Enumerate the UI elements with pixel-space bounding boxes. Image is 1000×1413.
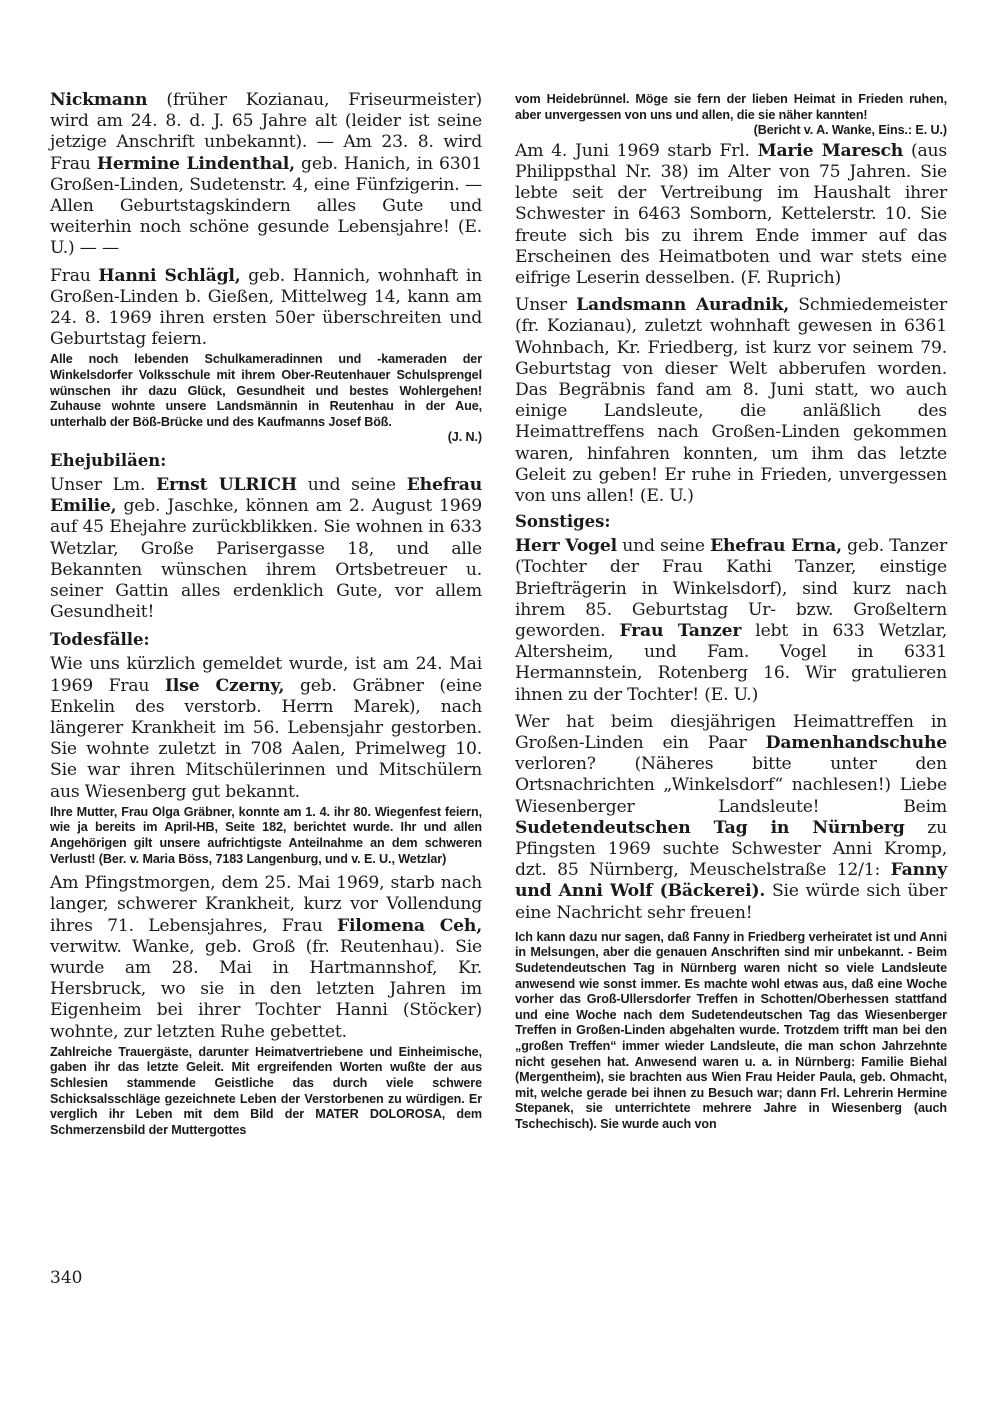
name-bold: Damenhandschuhe (765, 733, 947, 754)
paragraph-damenhandschuhe (515, 712, 947, 924)
text: und seine (296, 475, 407, 495)
text: geb. Tanzer (Tochter der Frau Kathi Tanzer, einstige Briefträgerin in Winkelsdorf), sind kurz nach ihrem 85. Geburtstag Ur- bzw. Großeltern geworden. (515, 536, 947, 642)
text: verloren? (Näheres bitte unter den Ortsnachrichten „Winkelsdorf“ nachlesen!) Liebe Wiesenberger Landsleute! Beim (515, 754, 947, 817)
name-bold: Hermine Lindenthal, (96, 153, 295, 174)
text: Sie würde sich über eine Nachricht sehr freuen! (515, 881, 947, 923)
text: Wer hat beim diesjährigen Heimattreffen in Großen-Linden ein Paar (515, 711, 947, 754)
signature-jn: (J. N.) (447, 430, 482, 445)
name-bold: Herr Vogel (515, 536, 617, 557)
text: Schmiedemeister (fr. Kozianau), zuletzt wohnhaft gewesen in 6361 Wohnbach, Kr. Friedberg, ist kurz vor seinem 79. Geburtstag von dieser Welt abberufen worden. Das Begräbnis fand am 8. Juni statt, wo auch einige Landsleute, die anläßlich des Heimattreffens nach Großen-Linden gekommen waren, hinfahren konnten, um ihm das letzte Geleit zu geben! Er ruhe in Frieden, unvergessen von uns allen! (E. U.) (515, 295, 947, 507)
paragraph-heidebruennel: vom Heidebrünnel. Möge sie fern der lieben Heimat in Frieden ruhen, aber unvergessen von uns und allen, die sie näher kannten! (515, 92, 947, 122)
name-bold: Ehefrau Erna, (710, 536, 842, 557)
paragraph-ceh (50, 873, 482, 1043)
text: (früher Kozianau, Friseurmeister) wird am 24. 8. d. J. 65 Jahre alt (leider ist seine jetzige Anschrift unbekannt). — Am 23. 8. wird Frau (50, 90, 482, 174)
text: Unser (515, 295, 577, 316)
name-bold: Filomena Ceh, (336, 915, 482, 936)
text: geb. Hanich, in 6301 Großen-Linden, Sudetenstr. 4, eine Fünfzigerin. — Allen Geburtstagskindern alles Gute und weiterhin noch schöne gesunde Lebensjahre! (E. U.) — — (50, 153, 482, 259)
name-bold: Landsmann Auradnik, (576, 295, 789, 316)
heading-ehejubilaeen: Ehejubiläen: (50, 451, 167, 470)
paragraph-ceh-note: Zahlreiche Trauergäste, darunter Heimatvertriebene und Einheimische, gaben ihr das letzte Geleit. Mit ergreifenden Worten wußte der aus Schlesien stammende Geistliche das durch viele schwere Schicksalsschläge gezeichnete Leben der Verstorbenen zu würdigen. Er verglich ihr Leben mit dem Bild der MATER DOLOROSA, dem Schmerzensbild der Muttergottes (50, 1044, 482, 1137)
name-bold: Ernst ULRICH (156, 475, 297, 495)
text: und seine (617, 536, 711, 557)
text: Am 4. Juni 1969 starb Frl. (515, 140, 758, 161)
text: geb. Hannich, wohnhaft in Großen-Linden b. Gießen, Mittelweg 14, kann am 24. 8. 1969 ihren ersten 50er überschreiten und Geburtstag feiern. (50, 265, 482, 350)
heading-todesfaelle: Todesfälle: (50, 630, 150, 650)
paragraph-nickmann (50, 90, 482, 260)
text: lebt in 633 Wetzlar, Altersheim, und Fam. Vogel in 6331 Hermannstein, Rotenberg 16. Wir gratulieren ihnen zu der Tochter! (E. U.) (515, 621, 948, 705)
left-column (50, 90, 482, 1138)
paragraph-maresch (515, 141, 947, 289)
paragraph-auradnik (515, 295, 947, 507)
name-bold: Hanni Schlägl, (98, 265, 241, 286)
heading-sonstiges: Sonstiges: (515, 512, 611, 532)
text: geb. Gräbner (eine Enkelin des verstorb. Herrn Marek), nach längerer Krankheit im 56. Lebensjahr gestorben. Sie wohnte zuletzt in 708 Aalen, Primelweg 10. Sie war ihren Mitschülerinnen und Mitschülern aus Wiesenberg gut bekannt. (50, 675, 482, 802)
paragraph-schlaegl-note: Alle noch lebenden Schulkameradinnen und -kameraden der Winkelsdorfer Volksschule mit ihrem Ober-Reutenhauer Schulsprengel wünschen ihr dazu Glück, Gesundheit und bestes Wohlergehen! Zuhause wohnte unsere Landsmännin in Reutenhau in der Aue, unterhalb der Böß-Brücke und des Kaufmanns Josef Böß. (50, 352, 482, 429)
name-bold: Marie Maresch (757, 140, 904, 161)
signature-wanke: (Bericht v. A. Wanke, Eins.: E. U.) (753, 123, 947, 138)
name-bold: Nickmann (50, 90, 148, 110)
name-bold: Ehefrau Emilie, (50, 475, 482, 517)
text: verwitw. Wanke, geb. Groß (fr. Reutenhau). Sie wurde am 28. Mai in Hartmannshof, Kr. Hersbruck, wo sie in den letzten Jahren im Eigenheim bei ihrer Tochter Hanni (Stöcker) wohnte, zur letzten Ruhe gebettet. (50, 936, 482, 1042)
text: (aus Philippsthal Nr. 38) im Alter von 75 Jahren. Sie lebte seit der Vertreibung im Haushalt ihrer Schwester in 6463 Somborn, Kettelerstr. 10. Sie freute sich bis zu ihrem Ende immer auf das Erscheinen des Heimatboten und war stets eine eifrige Leserin desselben. (F. Ruprich) (515, 140, 947, 288)
text: Unser Lm. (50, 475, 157, 495)
text: zu Pfingsten 1969 suchte Schwester Anni Kromp, dzt. 85 Nürnberg, Meuschelstraße 12/1: (515, 817, 947, 881)
paragraph-schlaegl (50, 266, 482, 351)
name-bold: Fanny und Anni Wolf (Bäckerei). (515, 860, 947, 902)
paragraph-vogel (515, 536, 947, 706)
text: Am Pfingstmorgen, dem 25. Mai 1969, starb nach langer, schwerer Krankheit, kurz vor Vollendung ihres 71. Lebensjahres, Frau (50, 873, 482, 936)
page-number: 340 (50, 1268, 83, 1288)
text: Frau (50, 265, 99, 286)
text: Wie uns kürzlich gemeldet wurde, ist am 24. Mai 1969 Frau (50, 654, 482, 696)
name-bold: Ilse Czerny, (164, 675, 285, 696)
name-bold: Frau Tanzer (619, 621, 742, 642)
paragraph-czerny-note: Ihre Mutter, Frau Olga Gräbner, konnte am 1. 4. ihr 80. Wiegenfest feiern, wie ja bereits im April-HB, Seite 182, berichtet wurde. Ihr und allen Angehörigen gilt unsere aufrichtigste Anteilnahme an dem schweren Verlust! (Ber. v. Maria Böss, 7183 Langenburg, und v. E. U., Wetzlar) (50, 804, 482, 866)
paragraph-czerny (50, 654, 482, 802)
text: geb. Jaschke, können am 2. August 1969 auf 45 Ehejahre zurückblikken. Sie wohnen in 633 Wetzlar, Große Parisergasse 18, und alle Bekannten wünschen ihrem Ortsbetreuer u. seiner Gattin alles erdenklich Gute, vor allem Gesundheit! (50, 496, 482, 623)
name-bold: Sudetendeutschen Tag in Nürnberg (515, 817, 905, 838)
right-column (515, 92, 947, 1133)
paragraph-nuernberg-note: Ich kann dazu nur sagen, daß Fanny in Friedberg verheiratet ist und Anni in Melsungen, aber die genauen Anschriften sind mir unbekannt. - Beim Sudetendeutschen Tag in Nürnberg waren nicht so viele Landsleute anwesend wie sonst immer. Es machte wohl etwas aus, daß eine Woche vorher das Groß-Ullersdorfer Treffen in Schotten/Oberhessen stattfand und eine Woche nach dem Sudetendeutschen Tag das Wiesenberger Treffen in Großen-Linden abgehalten wurde. Trotzdem trifft man bei den „großen Treffen“ immer wieder Landsleute, die man schon Jahrzehnte nicht gesehen hat. Anwesend waren u. a. in Nürnberg: Familie Biehal (Mergentheim), sie brachten aus Wien Frau Heider Paula, geb. Ohmacht, mit, welche gerade bei ihnen zu Besuch war; dann Frl. Lehrerin Hermine Stepanek, sie unterrichtete mehrere Jahre in Wiesenberg (auch Tschechisch). Sie wurde auch von (515, 929, 947, 1132)
paragraph-ulrich (50, 475, 482, 623)
